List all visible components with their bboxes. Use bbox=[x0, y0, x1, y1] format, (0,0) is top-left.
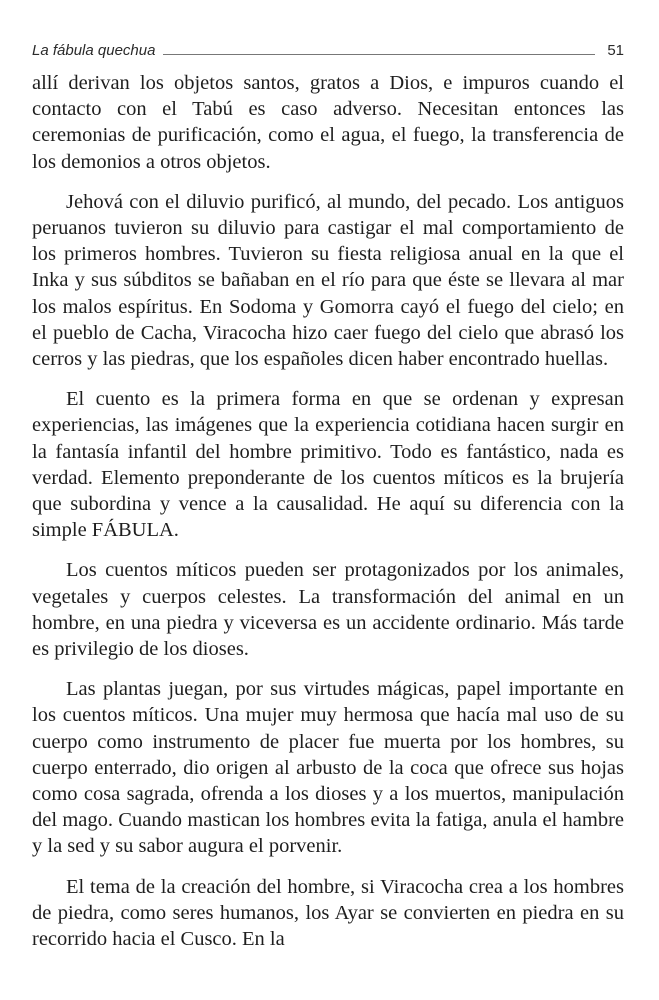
page-body bbox=[32, 70, 624, 966]
paragraph-cuento: El cuento es la primera forma en que se ordenan y expresan experiencias, las imágenes que la experiencia cotidiana hacen surgir en la fantasía infantil del hombre primitivo. Todo es fantástico, nada es verdad. Elemento preponderante de los cuentos míticos es la brujería que subordina y vence a la causalidad. He aquí su diferencia con la simple FÁBULA. bbox=[32, 388, 624, 542]
paragraph-cuentos-miticos: Los cuentos míticos pueden ser protagonizados por los animales, vegetales y cuerpos celestes. La transformación del animal en un hombre, en una piedra y viceversa es un accidente ordinario. Más tarde es privilegio de los dioses. bbox=[32, 559, 624, 661]
paragraph-creacion: El tema de la creación del hombre, si Viracocha crea a los hombres de piedra, como seres humanos, los Ayar se convierten en piedra en su recorrido hacia el Cusco. En la bbox=[32, 875, 624, 951]
paragraph-purificacion: allí derivan los objetos santos, gratos a Dios, e impuros cuando el contacto con el Tabú es caso adverso. Necesitan entonces las ceremonias de purificación, como el agua, el fuego, la transferencia de los demonios a otros objetos. bbox=[32, 72, 624, 173]
paragraph-plantas: Las plantas juegan, por sus virtudes mágicas, papel importante en los cuentos míticos. Una mujer muy hermosa que hacía mal uso de su cuerpo como instrumento de placer fue muerta por los hombres, su cuerpo enterrado, dio origen al arbusto de la coca que ofrece sus hojas como cosa sagrada, ofrenda a los dioses y a los muertos, manipulación del mago. Cuando mastican los hombres evita la fatiga, anula el hambre y la sed y su sabor augura el porvenir. bbox=[32, 678, 624, 858]
header-rule bbox=[163, 54, 595, 55]
page-number: 51 bbox=[607, 42, 624, 59]
page-header bbox=[32, 34, 624, 58]
book-page bbox=[32, 0, 624, 1000]
running-title: La fábula quechua bbox=[32, 42, 156, 59]
paragraph-diluvio: Jehová con el diluvio purificó, al mundo, del pecado. Los antiguos peruanos tuvieron su diluvio para castigar el mal comportamiento de los primeros hombres. Tuvieron su fiesta religiosa anual en la que el Inka y sus súbditos se bañaban en el río para que éste se llevara al mar los malos espíritus. En Sodoma y Gomorra cayó el fuego del cielo; en el pueblo de Cacha, Viracocha hizo caer fuego del cielo que abrasó los cerros y las piedras, que los españoles dicen haber encontrado huellas. bbox=[32, 190, 624, 371]
